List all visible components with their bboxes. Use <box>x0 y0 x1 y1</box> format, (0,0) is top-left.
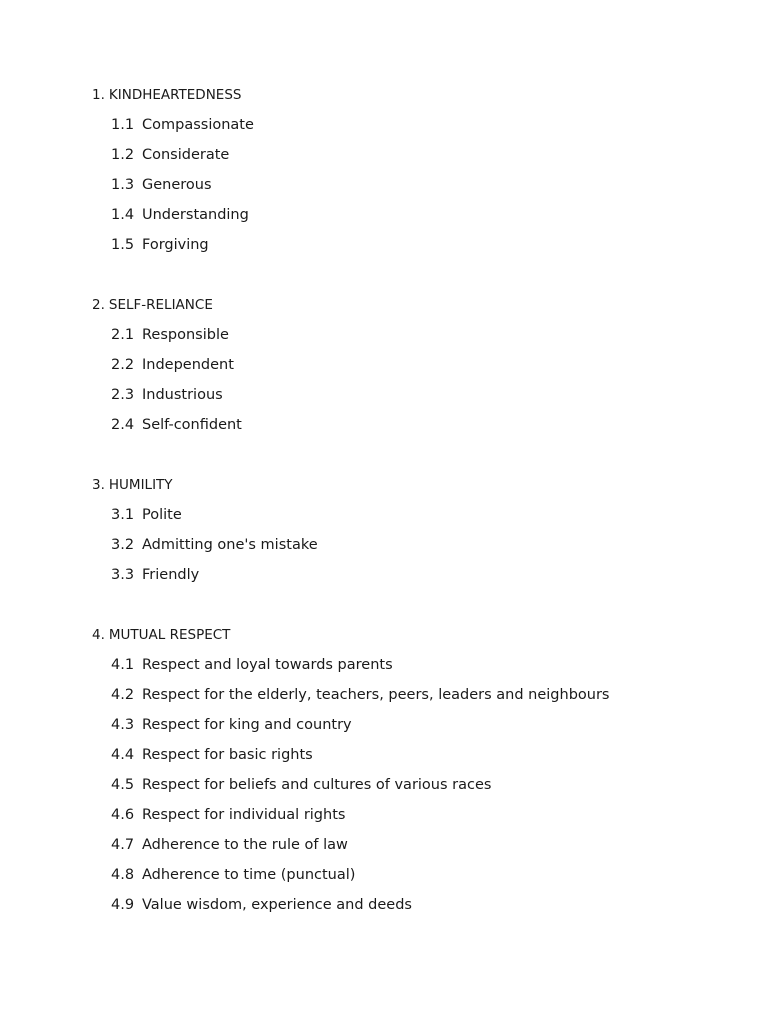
list-item <box>92 355 732 375</box>
item-text: Understanding <box>142 207 249 223</box>
item-number: 3.3 <box>111 567 135 583</box>
item-number: 1.4 <box>111 207 135 223</box>
section-number: 3. <box>92 477 105 493</box>
item-number: 4.1 <box>111 657 135 673</box>
item-number: 4.7 <box>111 837 135 853</box>
list-item <box>92 565 732 585</box>
item-number: 4.8 <box>111 867 135 883</box>
item-number: 3.1 <box>111 507 135 523</box>
item-text: Adherence to time (punctual) <box>142 867 356 883</box>
item-text: Compassionate <box>142 117 254 133</box>
item-number: 1.2 <box>111 147 135 163</box>
item-text: Generous <box>142 177 212 193</box>
list-item <box>92 385 732 405</box>
item-number: 1.1 <box>111 117 135 133</box>
item-text: Admitting one's mistake <box>142 537 318 553</box>
item-text: Forgiving <box>142 237 209 253</box>
list-item <box>92 835 732 855</box>
item-number: 4.6 <box>111 807 135 823</box>
item-number: 4.4 <box>111 747 135 763</box>
item-number: 1.3 <box>111 177 135 193</box>
item-number: 1.5 <box>111 237 135 253</box>
list-item <box>92 745 732 765</box>
item-text: Friendly <box>142 567 200 583</box>
item-text: Respect and loyal towards parents <box>142 657 393 673</box>
list-item <box>92 325 732 345</box>
section-kindheartedness <box>92 85 732 255</box>
item-text: Adherence to the rule of law <box>142 837 348 853</box>
list-item <box>92 535 732 555</box>
list-item <box>92 715 732 735</box>
item-number: 4.9 <box>111 897 135 913</box>
list-item <box>92 415 732 435</box>
section-self-reliance <box>92 295 732 435</box>
list-item <box>92 505 732 525</box>
item-text: Polite <box>142 507 182 523</box>
item-number: 2.2 <box>111 357 135 373</box>
section-mutual-respect <box>92 625 732 915</box>
section-number: 4. <box>92 627 105 643</box>
item-text: Respect for individual rights <box>142 807 346 823</box>
item-number: 2.3 <box>111 387 135 403</box>
item-text: Respect for basic rights <box>142 747 313 763</box>
item-text: Respect for the elderly, teachers, peers, leaders and neighbours <box>142 687 610 703</box>
item-text: Respect for king and country <box>142 717 352 733</box>
item-number: 2.1 <box>111 327 135 343</box>
item-number: 4.2 <box>111 687 135 703</box>
item-text: Value wisdom, experience and deeds <box>142 897 412 913</box>
section-humility <box>92 475 732 585</box>
list-item <box>92 865 732 885</box>
section-number: 1. <box>92 87 105 103</box>
section-title: KINDHEARTEDNESS <box>108 87 242 103</box>
list-item <box>92 235 732 255</box>
item-text: Responsible <box>142 327 229 343</box>
list-item <box>92 115 732 135</box>
section-title: HUMILITY <box>108 477 173 493</box>
section-heading <box>92 85 732 105</box>
item-text: Respect for beliefs and cultures of various races <box>142 777 492 793</box>
section-heading <box>92 625 732 645</box>
list-item <box>92 805 732 825</box>
item-text: Independent <box>142 357 234 373</box>
section-heading <box>92 295 732 315</box>
section-heading <box>92 475 732 495</box>
section-number: 2. <box>92 297 105 313</box>
list-item <box>92 145 732 165</box>
list-item <box>92 895 732 915</box>
list-item <box>92 685 732 705</box>
item-text: Considerate <box>142 147 230 163</box>
section-title: MUTUAL RESPECT <box>108 627 231 643</box>
item-number: 3.2 <box>111 537 135 553</box>
list-item <box>92 175 732 195</box>
list-item <box>92 775 732 795</box>
item-number: 4.5 <box>111 777 135 793</box>
item-text: Industrious <box>142 387 223 403</box>
item-number: 4.3 <box>111 717 135 733</box>
list-item <box>92 205 732 225</box>
item-text: Self-confident <box>142 417 242 433</box>
list-item <box>92 655 732 675</box>
section-title: SELF-RELIANCE <box>108 297 213 313</box>
item-number: 2.4 <box>111 417 135 433</box>
